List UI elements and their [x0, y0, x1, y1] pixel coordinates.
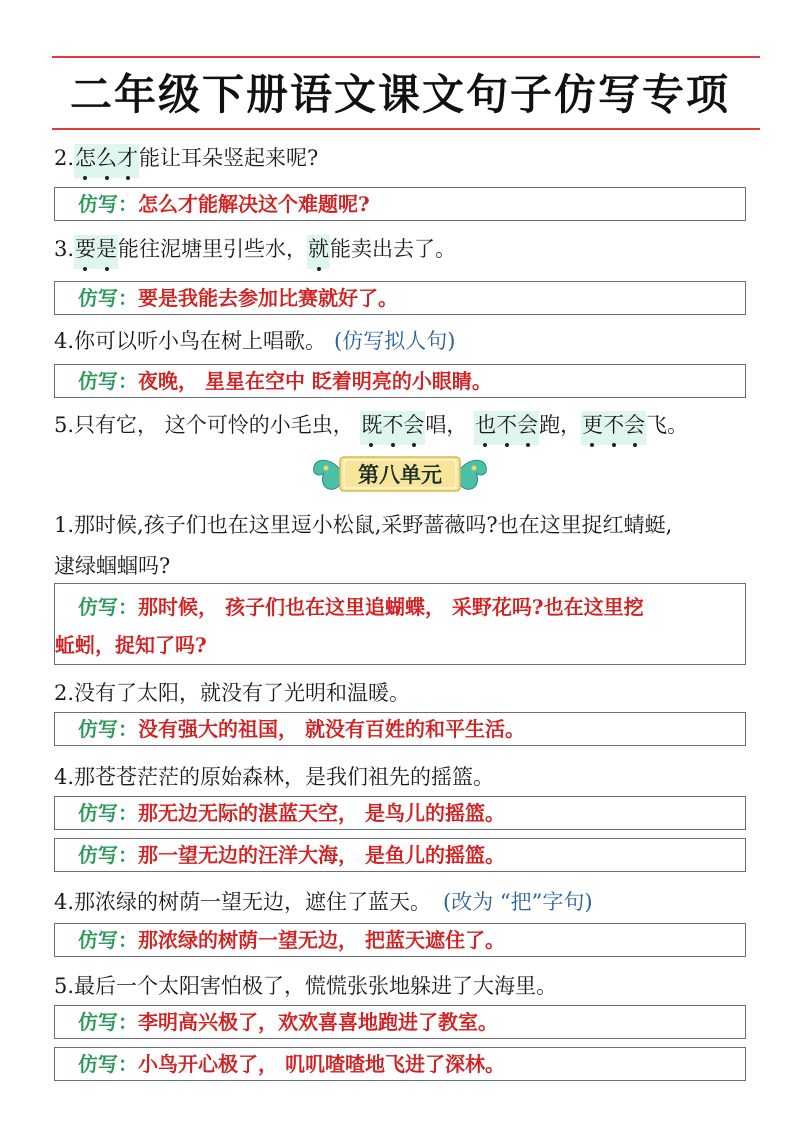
top-rule: [52, 56, 760, 58]
unit8-question-2: 2.没有了太阳，就没有了光明和温暖。: [54, 681, 411, 705]
question-5: [54, 413, 688, 438]
question-number: 2.: [54, 146, 75, 170]
answer-text: 那一望无边的汪洋大海， 是鱼儿的摇篮。: [138, 843, 505, 867]
question-text: 唱，: [425, 413, 475, 437]
answer-label: 仿写：: [78, 595, 138, 619]
answer-label: 仿写：: [78, 1052, 138, 1076]
answer-text: 夜晚， 星星在空中 眨着明亮的小眼睛。: [138, 369, 492, 393]
question-number: 3.: [54, 237, 75, 261]
answer-label: 仿写：: [78, 286, 138, 310]
answer-label: 仿写：: [78, 928, 138, 952]
title-underline: [52, 128, 760, 130]
question-4: [54, 329, 455, 354]
unit8-question-1-line1: 1.那时候,孩子们也在这里逗小松鼠,采野蔷薇吗?也在这里捉红蜻蜓,: [54, 513, 673, 537]
emphasis-phrase: 怎么才: [74, 144, 139, 178]
emphasis-phrase: 要是: [74, 235, 118, 269]
answer-text: 那无边无际的湛蓝天空， 是鸟儿的摇篮。: [138, 801, 505, 825]
answer-label: 仿写：: [78, 717, 138, 741]
answer-text: 那时候， 孩子们也在这里追蝴蝶， 采野花吗?也在这里挖: [138, 595, 644, 619]
answer-text: 那浓绿的树荫一望无边， 把蓝天遮住了。: [138, 928, 505, 952]
instruction-note: (改为 “把”字句): [443, 890, 593, 914]
answer-text: 李明高兴极了，欢欢喜喜地跑进了教室。: [138, 1010, 498, 1034]
unit8-question-4: [54, 886, 593, 916]
answer-text: 怎么才能解决这个难题呢?: [138, 192, 370, 216]
question-text: 能卖出去了。: [330, 237, 457, 261]
question-text: 4.你可以听小鸟在树上唱歌。: [54, 329, 327, 353]
question-3: [54, 237, 456, 262]
unit8-question-1-line2: 逮绿蝈蝈吗?: [54, 554, 171, 578]
answer-label: 仿写：: [78, 192, 138, 216]
answer-label: 仿写：: [78, 843, 138, 867]
unit8-answer-box-3a: [54, 796, 746, 830]
section-title: 第八单元: [358, 462, 442, 487]
question-text: 能让耳朵竖起来呢?: [139, 146, 319, 170]
question-text: 跑，: [539, 413, 582, 437]
unit8-answer-box-1: [54, 583, 746, 665]
answer-box-4: [54, 364, 746, 398]
answer-text: 蚯蚓，捉知了吗?: [55, 633, 207, 657]
emphasis-phrase: 既不会: [360, 411, 425, 445]
question-2: [54, 146, 318, 171]
emphasis-phrase: 更不会: [581, 411, 646, 445]
question-text: 飞。: [646, 413, 689, 437]
question-text: 5.只有它， 这个可怜的小毛虫，: [54, 413, 361, 437]
instruction-note: (仿写拟人句): [334, 329, 456, 353]
question-text: 4.那浓绿的树荫一望无边，遮住了蓝天。: [54, 890, 432, 914]
page-title: 二年级下册语文课文句子仿写专项: [69, 70, 730, 119]
answer-text: 没有强大的祖国， 就没有百姓的和平生活。: [138, 717, 525, 741]
answer-label: 仿写：: [78, 1010, 138, 1034]
answer-box-2: [54, 187, 746, 221]
unit8-question-5: 5.最后一个太阳害怕极了，慌慌张张地躲进了大海里。: [54, 974, 558, 998]
answer-text: 要是我能去参加比赛就好了。: [138, 286, 398, 310]
question-text: 能往泥塘里引些水，: [118, 237, 308, 261]
unit8-answer-box-3b: [54, 838, 746, 872]
unit8-answer-box-5b: [54, 1047, 746, 1081]
emphasis-phrase: 也不会: [474, 411, 539, 445]
answer-text: 小鸟开心极了， 叽叽喳喳地飞进了深林。: [138, 1052, 505, 1076]
unit8-answer-box-5a: [54, 1005, 746, 1039]
unit8-question-3: 4.那苍苍茫茫的原始森林，是我们祖先的摇篮。: [54, 765, 495, 789]
unit8-answer-box-4: [54, 923, 746, 957]
unit8-answer-box-2: [54, 712, 746, 746]
answer-label: 仿写：: [78, 369, 138, 393]
emphasis-phrase: 就: [307, 235, 330, 269]
answer-label: 仿写：: [78, 801, 138, 825]
answer-box-3: [54, 281, 746, 315]
